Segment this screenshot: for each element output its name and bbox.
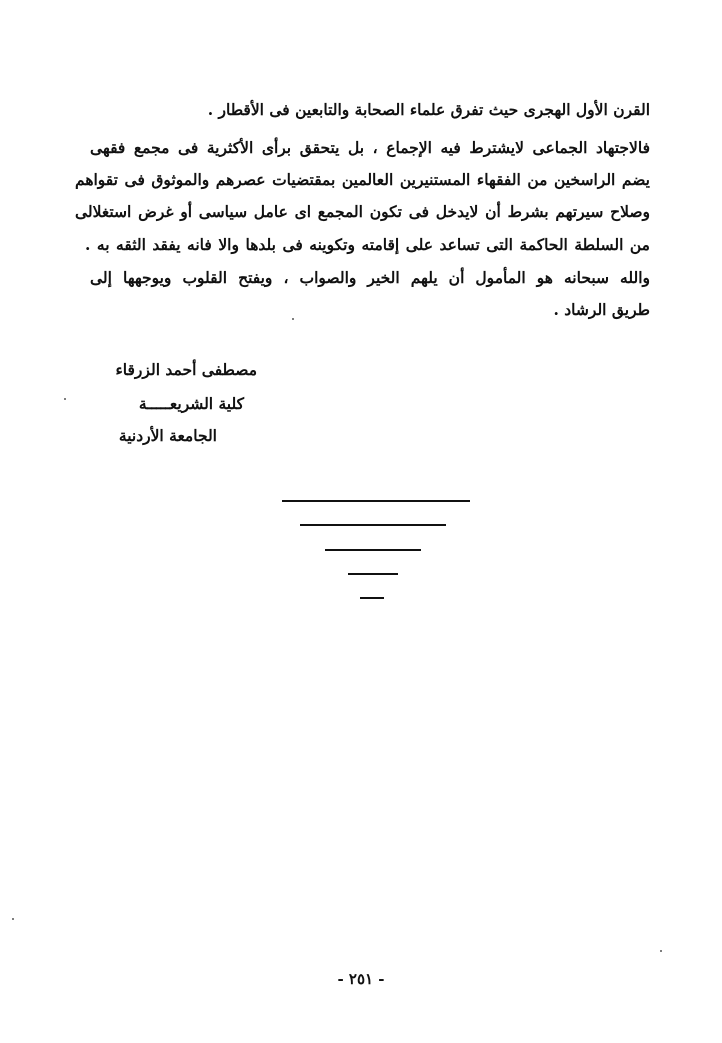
body-line-2: فالاجتهاد الجماعى لايشترط فيه الإجماع ، بل يتحقق برأى الأكثرية فى مجمع فقهى <box>90 138 650 157</box>
body-line-1: القرن الأول الهجرى حيث تفرق علماء الصحابة والتابعين فى الأقطار . <box>207 100 650 119</box>
divider-rule-1 <box>282 500 470 502</box>
body-line-4: وصلاح سيرتهم بشرط أن لايدخل فى تكون المجمع اى عامل سياسى أو غرض استغلالى <box>75 202 650 221</box>
body-line-7: طريق الرشاد . <box>553 300 650 319</box>
scan-speck <box>292 318 294 320</box>
divider-rule-5 <box>360 597 384 599</box>
body-line-5: من السلطة الحاكمة التى تساعد على إقامته وتكوينه فى بلدها والا فانه يفقد الثقه به . <box>85 235 650 254</box>
scan-speck <box>12 918 14 920</box>
body-line-3: يضم الراسخين من الفقهاء المستنيرين العالمين بمقتضيات عصرهم والموثوق فى تقواهم <box>75 170 650 189</box>
signature-name: مصطفى أحمد الزرقاء <box>115 360 257 379</box>
scan-speck <box>660 950 662 952</box>
divider-rule-4 <box>348 573 398 575</box>
divider-rule-3 <box>325 549 421 551</box>
page-number: - ٢٥١ - <box>337 970 385 988</box>
signature-university: الجامعة الأردنية <box>118 426 217 445</box>
divider-rule-2 <box>300 524 446 526</box>
body-line-6: والله سبحانه هو المأمول أن يلهم الخير والصواب ، ويفتح القلوب ويوجهها إلى <box>90 268 650 287</box>
signature-faculty: كلية الشريعـــــة <box>138 394 244 413</box>
scan-speck <box>64 398 66 400</box>
